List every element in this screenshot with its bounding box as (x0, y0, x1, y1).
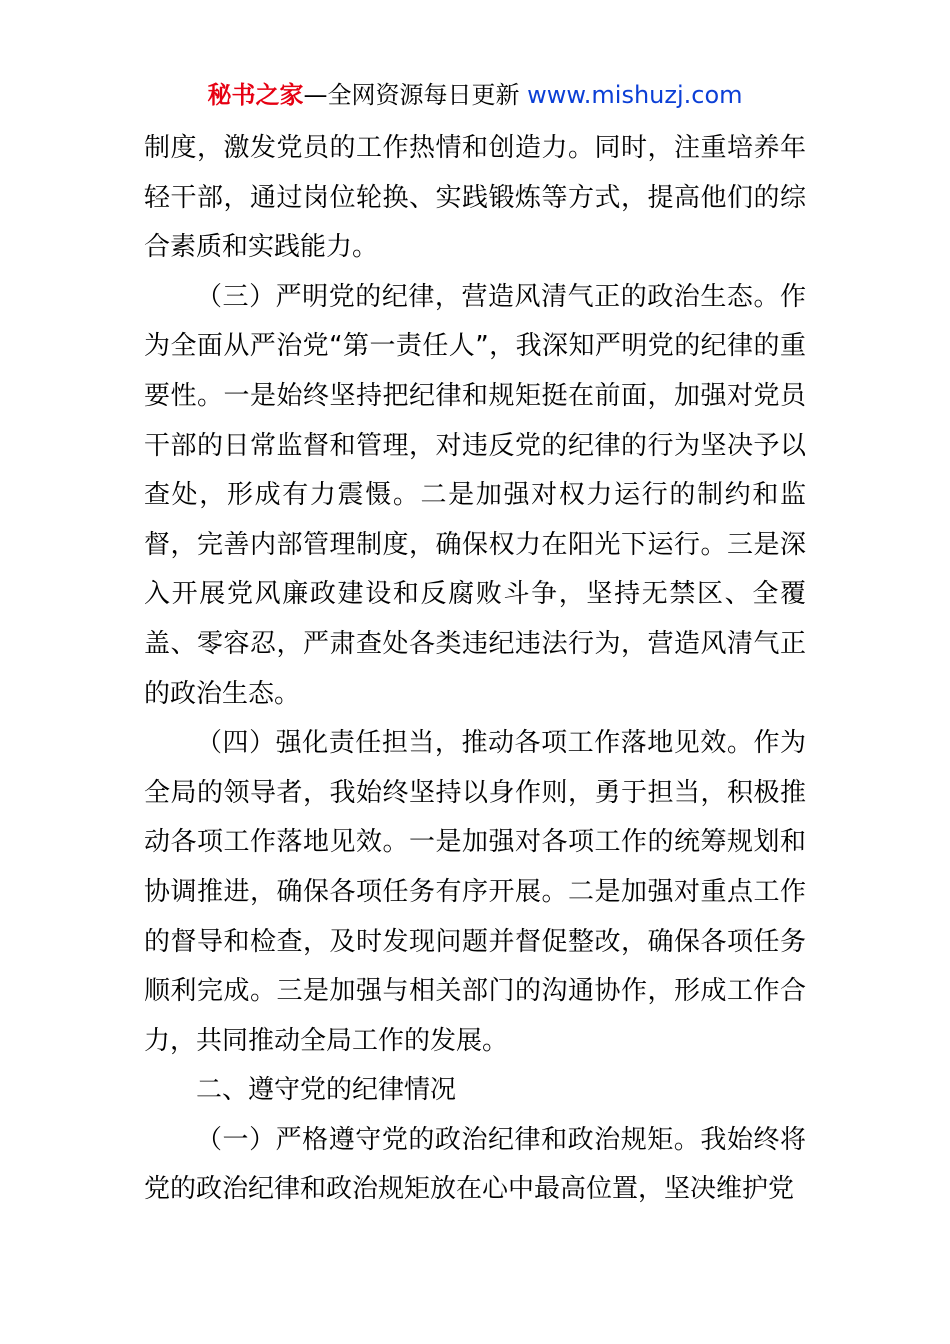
site-brand: 秘书之家 (207, 81, 304, 109)
document-body (144, 124, 806, 1215)
site-url: www.mishuzj.com (527, 81, 743, 109)
site-header (0, 78, 950, 112)
paragraph-continuation: 制度，激发党员的工作热情和创造力。同时，注重培养年轻干部，通过岗位轮换、实践锻炼等方式，提高他们的综合素质和实践能力。 (144, 133, 806, 263)
paragraph-section-2-1: （一）严格遵守党的政治纪律和政治规矩。我始终将党的政治纪律和政治规矩放在心中最高位置，坚决维护党 (144, 1124, 806, 1205)
site-tagline: —全网资源每日更新 (303, 81, 528, 109)
section-heading-2: 二、遵守党的纪律情况 (196, 1075, 457, 1106)
paragraph-section-3: （三）严明党的纪律，营造风清气正的政治生态。作为全面从严治党“第一责任人”，我深知严明党的纪律的重要性。一是始终坚持把纪律和规矩挺在前面，加强对党员干部的日常监督和管理，对违反党的纪律的行为坚决予以查处，形成有力震慑。二是加强对权力运行的制约和监督，完善内部管理制度，确保权力在阳光下运行。三是深入开展党风廉政建设和反腐败斗争，坚持无禁区、全覆盖、零容忍，严肃查处各类违纪违法行为，营造风清气正的政治生态。 (144, 281, 806, 709)
paragraph-section-4: （四）强化责任担当，推动各项工作落地见效。作为全局的领导者，我始终坚持以身作则，勇于担当，积极推动各项工作落地见效。一是加强对各项工作的统筹规划和协调推进，确保各项任务有序开展。二是加强对重点工作的督导和检查，及时发现问题并督促整改，确保各项任务顺利完成。三是加强与相关部门的沟通协作，形成工作合力，共同推动全局工作的发展。 (144, 728, 806, 1056)
